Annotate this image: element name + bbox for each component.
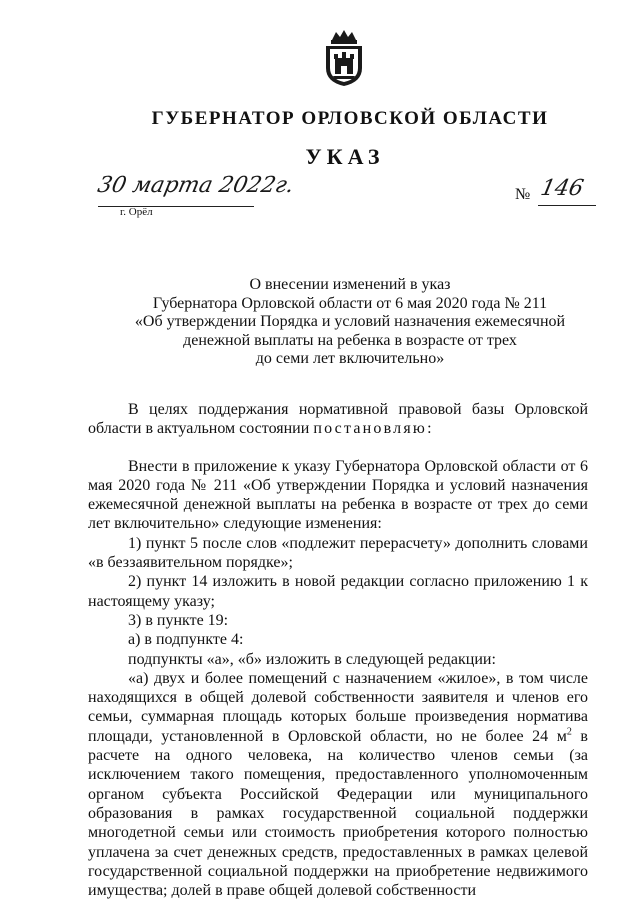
- intro-paragraph: Внести в приложение к указу Губернатора Орловской области от 6 мая 2020 года № 211 «Об утверждении Порядка и условий назначения ежемесячной денежной выплаты на ребенка в возрасте от трех до семи лет включительно» следующие изменения:: [88, 457, 588, 533]
- item-paragraph: 3) в пункте 19:: [128, 611, 229, 629]
- issuer-title: ГУБЕРНАТОР ОРЛОВСКОЙ ОБЛАСТИ: [151, 108, 549, 129]
- subject-line: денежной выплаты на ребенка в возрасте от трех: [183, 331, 517, 349]
- subject-line: до семи лет включительно»: [255, 350, 445, 368]
- paragraph-spacer: [88, 439, 588, 457]
- preamble-text: В целях поддержания нормативной правовой базы Орловской области в актуальном состоянии: [88, 401, 588, 438]
- decree-body: [88, 400, 588, 900]
- subject-line: «Об утверждении Порядка и условий назначения ежемесячной: [134, 313, 566, 331]
- square-meter-superscript: 2: [566, 726, 572, 738]
- quote-text: «а) двух и более помещений с назначением «жилое», в том числе находящихся в общей долевой собственности заявителя и членов его семьи, суммарная площадь которых больше произведения норматива площади, установленной в Орловской области, но не более 24 м: [88, 669, 588, 745]
- decree-number: 146: [538, 176, 586, 201]
- document-type: УКАЗ: [305, 144, 385, 169]
- subject-line: Губернатора Орловской области от 6 мая 2020 года № 211: [152, 294, 548, 312]
- decree-date: 30 марта 2022г.: [95, 173, 297, 198]
- item-paragraph: подпункты «а», «б» изложить в следующей редакции:: [128, 650, 496, 668]
- number-sign: №: [515, 186, 531, 203]
- quoted-paragraph: [88, 669, 588, 901]
- item-paragraph: 2) пункт 14 изложить в новой редакции согласно приложению 1 к настоящему указу;: [88, 573, 588, 610]
- decree-subject: [100, 276, 600, 369]
- item-paragraph: а) в подпункте 4:: [128, 631, 244, 649]
- orel-region-coat-of-arms-icon: [322, 28, 366, 88]
- item-paragraph: 1) пункт 5 после слов «подлежит перерасчету» дополнить словами «в беззаявительном порядке»;: [88, 534, 588, 572]
- preamble-keyword: постановляю:: [313, 420, 434, 438]
- preamble-paragraph: [88, 400, 588, 439]
- decree-city: г. Орёл: [120, 206, 153, 218]
- subject-line: О внесении изменений в указ: [249, 276, 451, 293]
- quote-text-continued: в расчете на одного человека, на количество членов семьи (за исключением такого помещения, предоставленного уполномоченным органом субъекта Российской Федерации или муниципального образования в рамках государственной социальной поддержки многодетной семьи или стоимость приобретения которого полностью уплачена за счет денежных средств, предоставленных в рамках целевой государственной социальной поддержки на приобретение недвижимого имущества; долей в праве общей долевой собственности: [88, 727, 588, 900]
